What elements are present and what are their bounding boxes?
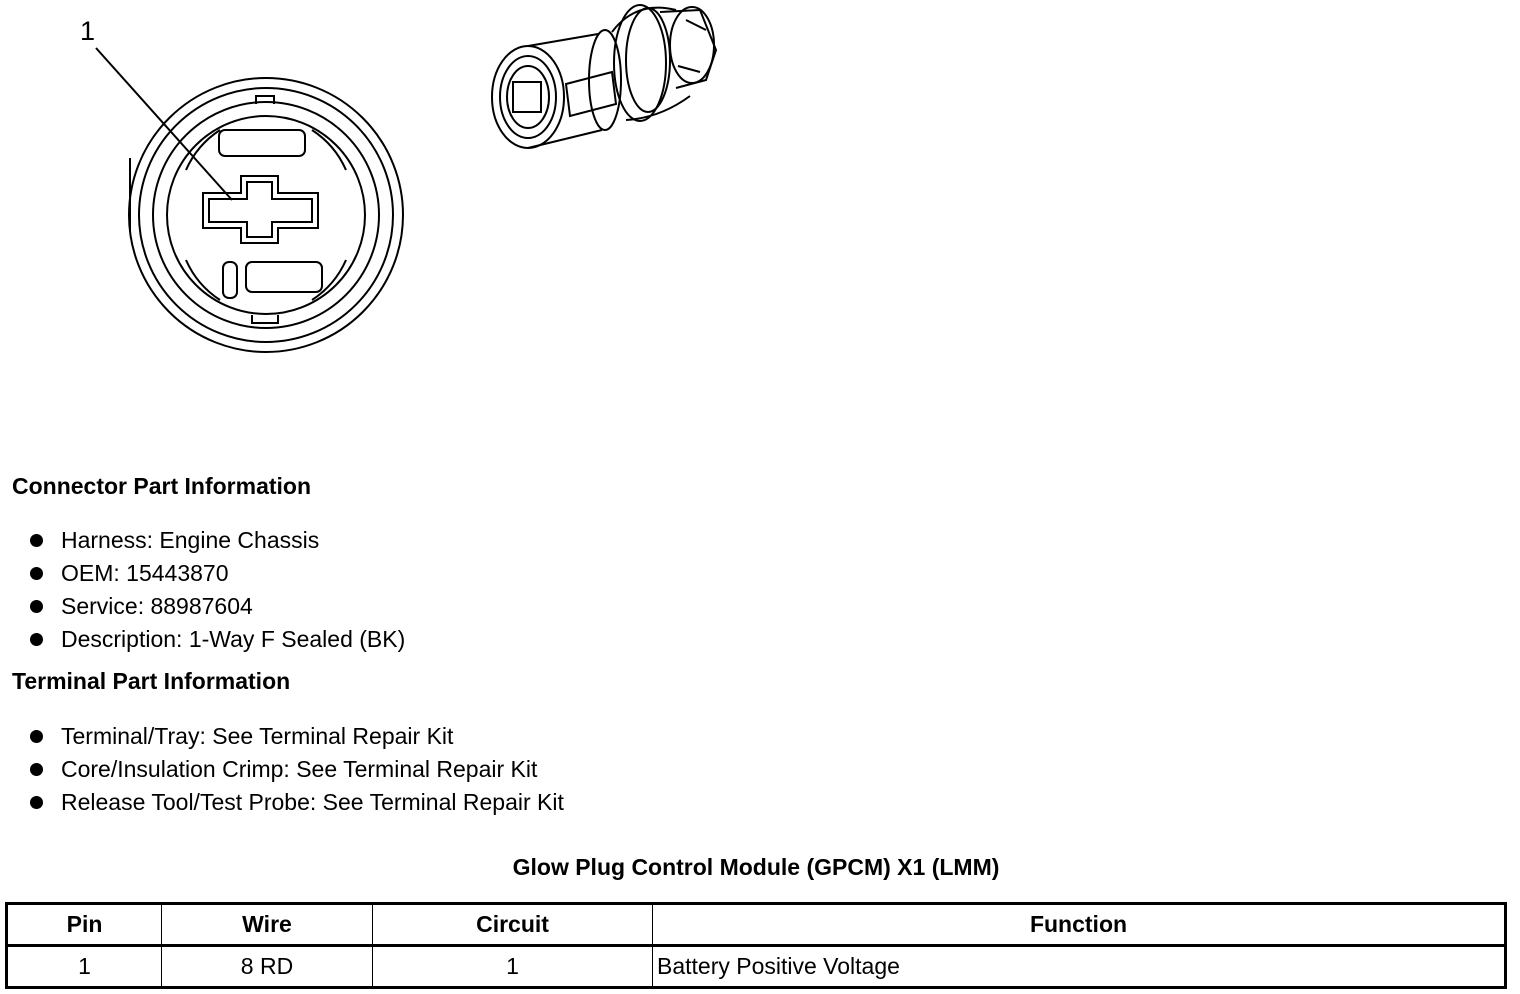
connector-seal-ring <box>167 116 365 314</box>
pin-table <box>5 902 1507 989</box>
terminal-part-info-heading: Terminal Part Information <box>12 668 291 694</box>
bullet-icon <box>30 567 43 580</box>
connector-inner-ring <box>153 102 379 328</box>
table-header-row <box>7 904 1506 946</box>
connector-part-info-heading: Connector Part Information <box>12 473 312 499</box>
latch-slot-top <box>219 130 305 156</box>
latch-slot-bottom <box>246 262 322 292</box>
column-header-function: Function <box>653 904 1506 946</box>
bullet-icon <box>30 763 43 776</box>
bullet-icon <box>30 600 43 613</box>
cell-wire: 8 RD <box>162 946 373 988</box>
connector-iso-face <box>492 46 564 148</box>
cell-circuit: 1 <box>373 946 653 988</box>
pin-table-title: Glow Plug Control Module (GPCM) X1 (LMM) <box>512 854 1000 880</box>
bullet-icon <box>30 796 43 809</box>
column-header-pin: Pin <box>7 904 162 946</box>
bullet-icon <box>30 730 43 743</box>
callout-leader-line <box>96 48 232 200</box>
connector-rim <box>139 88 393 342</box>
column-header-wire: Wire <box>162 904 373 946</box>
cell-function: Battery Positive Voltage <box>653 946 1506 988</box>
connector-drawing <box>0 0 1520 440</box>
cell-pin: 1 <box>7 946 162 988</box>
column-header-circuit: Circuit <box>373 904 653 946</box>
callout-number: 1 <box>80 16 96 46</box>
bullet-icon <box>30 633 43 646</box>
connector-outer-ring <box>129 78 403 352</box>
bullet-icon <box>30 534 43 547</box>
connector-illustration <box>0 0 1520 440</box>
table-row <box>7 946 1506 988</box>
